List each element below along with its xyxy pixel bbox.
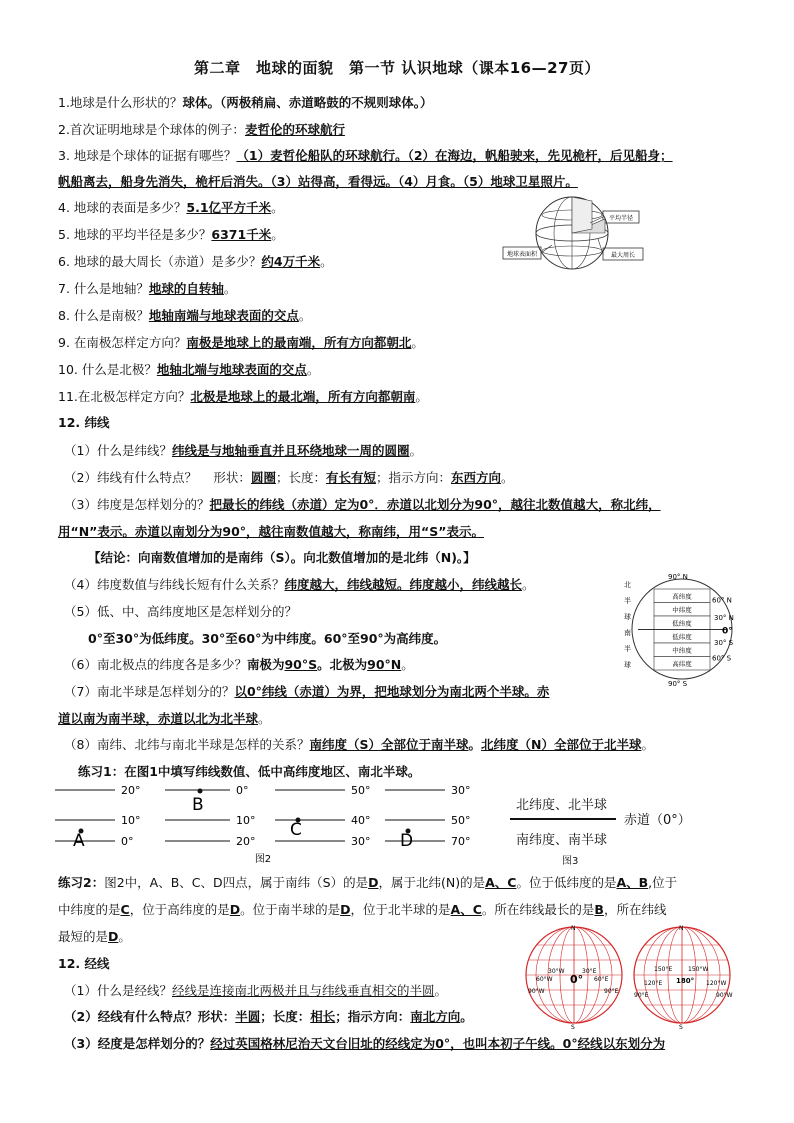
q8: 8. 什么是南极？地轴南端与地球表面的交点。 <box>58 308 312 323</box>
fig2-line-label: 30° <box>351 835 371 848</box>
latfig-degree-label: 60° S <box>712 654 732 663</box>
fig3-equator-line <box>510 818 616 820</box>
fig2-line-label: 30° <box>451 784 471 797</box>
globe-meridian-label: 90°E <box>604 988 619 995</box>
w3-cont: 用“N”表示。赤道以南划分为90°，越往南数值越大，称南纬，用“S”表示。 <box>58 524 484 539</box>
globe-meridian-label: 30°E <box>582 968 597 975</box>
latfig-side-char: 球 <box>624 661 631 669</box>
fig2-line-label: 50° <box>351 784 371 797</box>
fig2-line-label: 10° <box>121 814 141 827</box>
latfig-zone-label: 高纬度 <box>672 592 692 601</box>
section-latitude: 12. 纬线 <box>58 415 110 430</box>
exercise-1: 练习1：在图1中填写纬线数值、低中高纬度地区、南北半球。 <box>78 764 421 779</box>
fig2-point-label: D <box>400 831 414 851</box>
globe-meridian-label: 60°E <box>594 976 609 983</box>
globe-pole-label: N <box>571 925 576 932</box>
globe-label-area: 地球表面积 <box>506 251 538 258</box>
latfig-degree-label: 30° N <box>714 614 734 622</box>
j1: （1）什么是经线？经线是连接南北两极并且与纬线垂直相交的半圆。 <box>64 983 447 998</box>
latfig-degree-label: 60° N <box>712 596 732 605</box>
latfig-degree-label: 0° <box>722 626 733 637</box>
globe-meridian-label: 180° <box>676 977 695 985</box>
fig2-line-label: 0° <box>121 835 134 848</box>
fig2-point-label: A <box>73 831 85 851</box>
globe-meridian-label: 90°W <box>528 988 545 995</box>
fig2-line-label: 40° <box>351 814 371 827</box>
globe-meridian-label: 0° <box>570 973 584 986</box>
exercise-2-line-2: 中纬度的是C，位于高纬度的是D。位于南半球的是D，位于北半球的是A、C。所在纬线最长的是B，所在纬线 <box>58 902 667 917</box>
latitude-zone-figure <box>618 571 738 689</box>
latfig-zone-label: 中纬度 <box>672 606 692 614</box>
exercise-2-line-3: 最短的是D。 <box>58 929 131 944</box>
page-title: 第二章 地球的面貌 第一节 认识地球（课本16—27页） <box>194 59 600 77</box>
w2: （2）纬线有什么特点？ 形状：圆圈；长度：有长有短；指示方向：东西方向。 <box>64 470 514 485</box>
globe-figure <box>500 193 650 273</box>
q10: 10. 什么是北极？地轴北端与地球表面的交点。 <box>58 362 320 377</box>
globe-meridian-label: 150°E <box>654 966 673 973</box>
globe-label-circumference: 最大周长 <box>610 252 636 259</box>
globe-meridian-label: 30°W <box>548 968 565 975</box>
w7-cont: 道以南为南半球，赤道以北为北半球。 <box>58 711 271 726</box>
fig2-line-label: 20° <box>121 784 141 797</box>
latfig-degree-label: 30° S <box>714 639 734 647</box>
q1: 1.地球是什么形状的？球体。（两极稍扁、赤道略鼓的不规则球体。） <box>58 95 433 110</box>
q11: 11.在北极怎样定方向？北极是地球上的最北端，所有方向都朝南。 <box>58 389 428 404</box>
w5: （5）低、中、高纬度地区是怎样划分的？ <box>64 604 297 619</box>
latfig-side-char: 北 <box>624 581 631 589</box>
j2: （2）经线有什么特点？形状：半圆；长度：相长；指示方向：南北方向。 <box>64 1009 473 1024</box>
q3: 3. 地球是个球体的证据有哪些？（1）麦哲伦船队的环球航行。（2）在海边，帆船驶来，先见桅杆，后见船身； <box>58 148 673 163</box>
globe-meridian-label: 120°W <box>706 980 727 987</box>
w8: （8）南纬、北纬与南北半球是怎样的关系？南纬度（S）全部位于南半球。北纬度（N）全部位于北半球。 <box>64 737 654 752</box>
fig3-bottom: 南纬度、南半球 <box>516 833 608 848</box>
q6: 6. 地球的最大周长（赤道）是多少？约4万千米。 <box>58 254 333 269</box>
globe-meridian-label: 150°W <box>688 966 709 973</box>
fig2-line-label: 70° <box>451 835 471 848</box>
w3: （3）纬度是怎样划分的？把最长的纬线（赤道）定为0°．赤道以北划分为90°，越往北数值越大，称北纬， <box>64 497 661 512</box>
latfig-side-char: 半 <box>624 597 631 605</box>
q2: 2.首次证明地球是个球体的例子：麦哲伦的环球航行 <box>58 122 345 137</box>
globe-label-radius: 平均半径 <box>608 215 634 222</box>
longitude-globes <box>524 920 744 1030</box>
w4: （4）纬度数值与纬线长短有什么关系？纬度越大，纬线越短。纬度越小，纬线越长。 <box>64 577 535 592</box>
globe-pole-label: S <box>571 1024 575 1030</box>
fig2-line-label: 10° <box>236 814 256 827</box>
latfig-side-char: 南 <box>624 629 631 637</box>
fig3-top: 北纬度、北半球 <box>516 798 608 813</box>
q3-cont: 帆船离去，船身先消失，桅杆后消失。（3）站得高，看得远。（4）月食。（5）地球卫星照片。 <box>58 174 578 189</box>
globe-right <box>634 925 733 1030</box>
latfig-side-labels <box>624 580 631 669</box>
w5-answer: 0°至30°为低纬度。30°至60°为中纬度。60°至90°为高纬度。 <box>88 631 447 646</box>
fig2-point-dot <box>198 789 203 794</box>
q7: 7. 什么是地轴？地球的自转轴。 <box>58 281 237 296</box>
fig2-point-label: C <box>290 820 302 840</box>
globe-meridian-label: 120°E <box>644 980 663 987</box>
latfig-degree-label: 90° N <box>668 573 688 581</box>
fig2-line-label: 20° <box>236 835 256 848</box>
q9: 9. 在南极怎样定方向？南极是地球上的最南端，所有方向都朝北。 <box>58 335 424 350</box>
latfig-zone-label: 中纬度 <box>672 646 692 655</box>
latfig-zone-label: 低纬度 <box>672 619 692 628</box>
globe-meridian-label: 90°E <box>634 992 649 999</box>
fig3-right: 赤道（0°） <box>624 813 691 828</box>
fig3-caption: 图3 <box>562 856 579 867</box>
q4: 4. 地球的表面是多少？5.1亿平方千米。 <box>58 200 284 215</box>
latfig-degree-label: 90° S <box>668 680 688 688</box>
globe-pole-label: S <box>679 1024 683 1030</box>
latfig-zone-label: 低纬度 <box>672 633 692 641</box>
conclusion: 【结论：向南数值增加的是南纬（S）。向北数值增加的是北纬（N)。】 <box>88 550 476 565</box>
j3: （3）经度是怎样划分的？经过英国格林尼治天文台旧址的经线定为0°，也叫本初子午线。0°经线以东划分为 <box>64 1036 666 1051</box>
latfig-side-char: 半 <box>624 645 631 653</box>
fig2-line-label: 50° <box>451 814 471 827</box>
globe-pole-label: N <box>679 925 684 932</box>
latfig-side-char: 球 <box>624 613 631 621</box>
q5: 5. 地球的平均半径是多少？6371千米。 <box>58 227 284 242</box>
latfig-zone-label: 高纬度 <box>672 660 692 668</box>
fig2-caption: 图2 <box>254 854 272 865</box>
globe-meridian-label: 90°W <box>716 992 733 999</box>
globe-meridian-label: 60°W <box>536 976 553 983</box>
w6: （6）南北极点的纬度各是多少？南极为90°S。北极为90°N。 <box>64 657 414 672</box>
w1: （1）什么是纬线？纬线是与地轴垂直并且环绕地球一周的圆圈。 <box>64 443 422 458</box>
section-longitude: 12. 经线 <box>58 956 110 971</box>
exercise-2-line-1: 练习2：图2中，A、B、C、D四点，属于南纬（S）的是D，属于北纬(N)的是A、C。位于低纬度的是A、B,位于 <box>58 875 678 890</box>
figure-2 <box>55 780 475 866</box>
globe-left <box>526 925 622 1030</box>
fig2-line-label: 0° <box>236 784 249 797</box>
w7: （7）南北半球是怎样划分的？以0°纬线（赤道）为界，把地球划分为南北两个半球。赤 <box>64 684 550 699</box>
fig2-point-label: B <box>192 795 204 815</box>
